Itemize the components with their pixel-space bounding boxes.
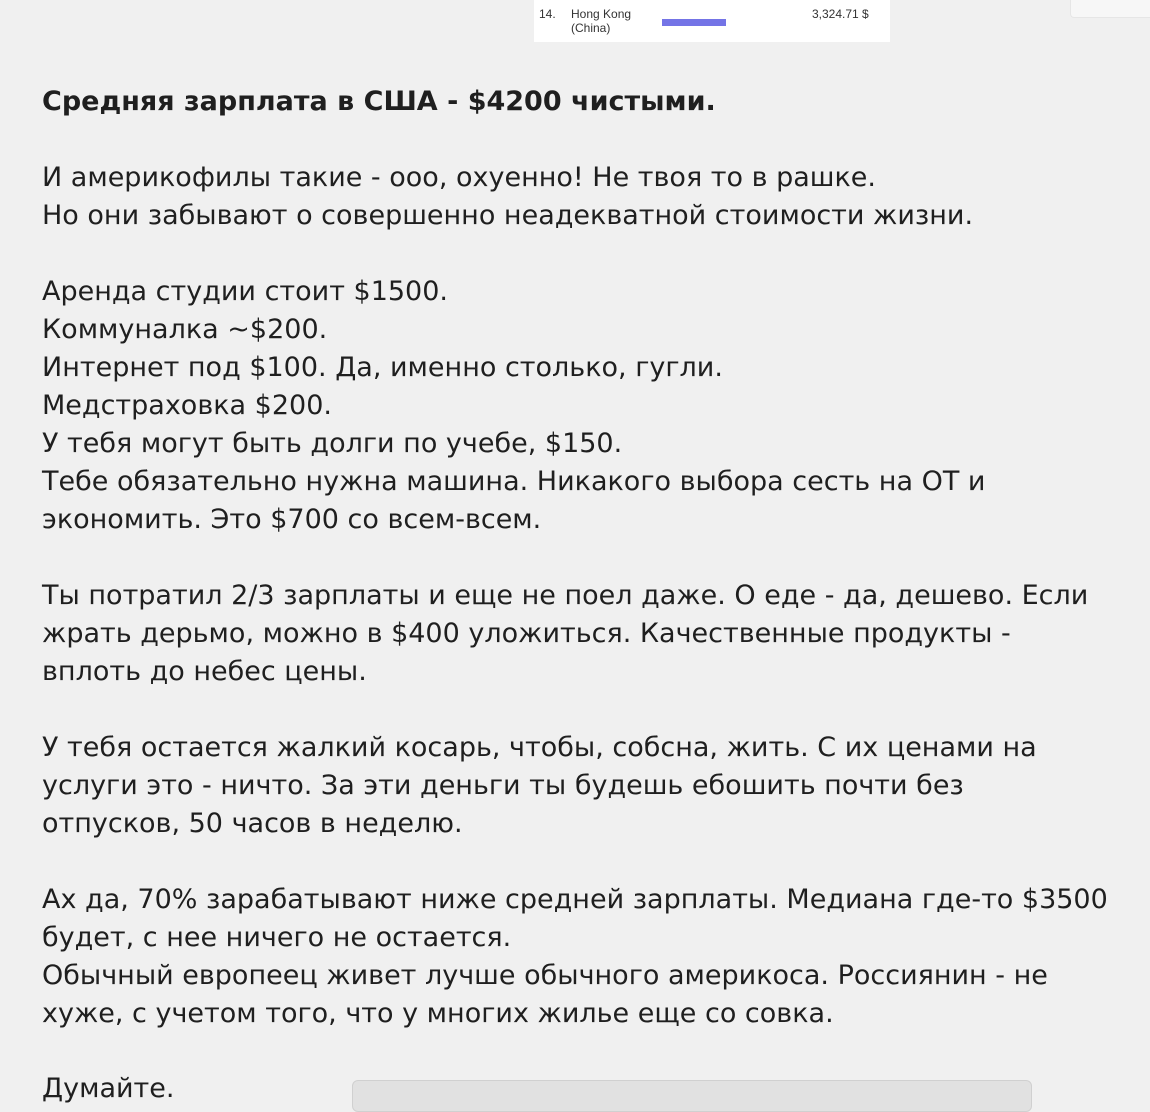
text-line: И америкофилы такие - ооо, охуенно! Не твоя то в рашке. bbox=[42, 162, 876, 193]
text-line: Ах да, 70% зарабатывают ниже средней зарплаты. Медиана где-то $3500 будет, с нее ничего не остается. bbox=[42, 884, 1108, 953]
paragraph-intro bbox=[42, 159, 1110, 235]
salary-bar bbox=[662, 19, 726, 26]
paragraph-food: Ты потратил 2/3 зарплаты и еще не поел даже. О еде - да, дешево. Если жрать дерьмо, можно в $400 уложиться. Качественные продукты - вплоть до небес цены. bbox=[42, 580, 1089, 687]
reply-input-box[interactable] bbox=[352, 1080, 1032, 1112]
embedded-salary-image[interactable] bbox=[534, 0, 890, 42]
country-label bbox=[571, 7, 631, 35]
salary-amount: 3,324.71 $ bbox=[812, 7, 869, 21]
paragraph-median bbox=[42, 881, 1110, 1033]
post-body bbox=[42, 83, 1110, 1071]
text-line: Аренда студии стоит $1500. bbox=[42, 276, 448, 307]
rank-label: 14. bbox=[539, 7, 556, 21]
country-name: Hong Kong bbox=[571, 7, 632, 21]
country-subname: (China) bbox=[571, 21, 611, 35]
text-line: Коммуналка ~$200. bbox=[42, 314, 328, 345]
text-line: Обычный европеец живет лучше обычного америкоса. Россиянин - не хуже, с учетом того, что у многих жилье еще со совка. bbox=[42, 960, 1048, 1029]
text-line: Интернет под $100. Да, именно столько, гугли. bbox=[42, 352, 723, 383]
closing-text: Думайте. bbox=[42, 1073, 175, 1104]
text-line: Тебе обязательно нужна машина. Никакого выбора сесть на ОТ и экономить. Это $700 со всем-всем. bbox=[42, 466, 986, 535]
text-line: У тебя могут быть долги по учебе, $150. bbox=[42, 428, 623, 459]
text-line: Медстраховка $200. bbox=[42, 390, 332, 421]
post-heading: Средняя зарплата в США - $4200 чистыми. bbox=[42, 86, 716, 117]
text-line: Но они забывают о совершенно неадекватной стоимости жизни. bbox=[42, 200, 974, 231]
paragraph-remaining: У тебя остается жалкий косарь, чтобы, собсна, жить. С их ценами на услуги это - ничто. За эти деньги ты будешь ебошить почти без отпусков, 50 часов в неделю. bbox=[42, 732, 1037, 839]
top-right-control bbox=[1070, 0, 1150, 18]
paragraph-expenses bbox=[42, 273, 1110, 539]
